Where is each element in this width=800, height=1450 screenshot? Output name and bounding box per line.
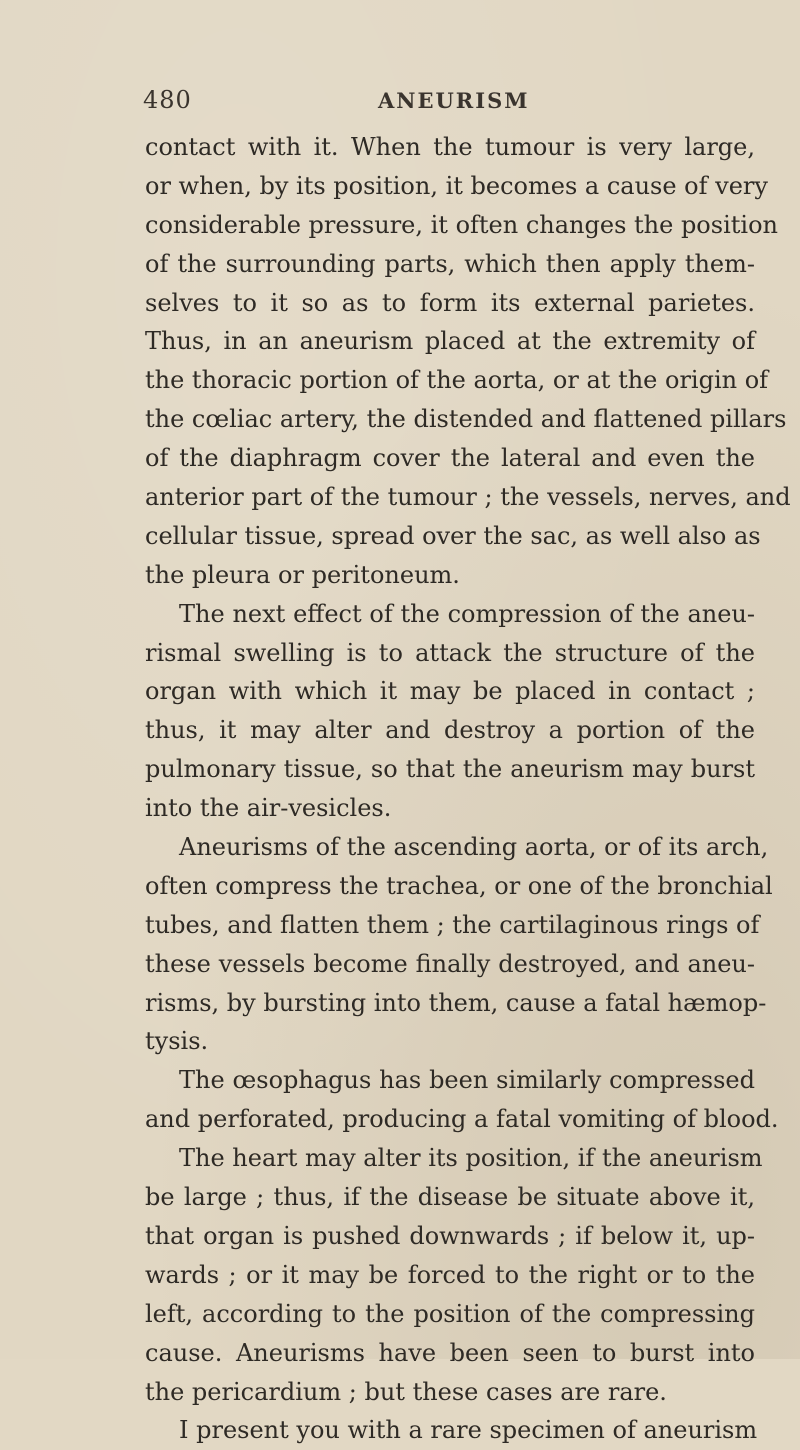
text-line: often compress the trachea, or one of the bronchial [145, 871, 773, 900]
page-number: 480 [143, 86, 192, 114]
text-line: the cœliac artery, the distended and flattened pillars [145, 405, 787, 434]
text-line: the pleura or peritoneum. [145, 560, 460, 589]
text-line: that organ is pushed downwards ; if below it, up- [145, 1221, 755, 1250]
running-title: ANEURISM [378, 88, 530, 113]
text-line: or when, by its position, it becomes a cause of very [145, 171, 768, 200]
text-line: cellular tissue, spread over the sac, as well also as [145, 521, 761, 550]
text-line: the pericardium ; but these cases are rare. [145, 1377, 667, 1406]
text-line: pulmonary tissue, so that the aneurism may burst [145, 755, 755, 784]
text-line: left, according to the position of the compressing [145, 1299, 755, 1328]
text-line: Aneurisms of the ascending aorta, or of its arch, [179, 833, 769, 862]
text-line: cause. Aneurisms have been seen to burst into [145, 1338, 755, 1367]
text-line: risms, by bursting into them, cause a fatal hæmop- [145, 988, 767, 1017]
text-line: The heart may alter its position, if the aneurism [179, 1144, 763, 1173]
text-line: I present you with a rare specimen of aneurism [179, 1416, 758, 1445]
text-line: thus, it may alter and destroy a portion of the [145, 716, 755, 745]
text-line: into the air-vesicles. [145, 794, 392, 823]
text-line: the thoracic portion of the aorta, or at the origin of [145, 366, 769, 395]
body-text [145, 128, 791, 1450]
text-line: tysis. [145, 1027, 209, 1056]
text-line: tubes, and flatten them ; the cartilaginous rings of [145, 910, 760, 939]
text-line: considerable pressure, it often changes the position [145, 210, 778, 239]
text-line: be large ; thus, if the disease be situate above it, [145, 1183, 755, 1212]
text-line: organ with which it may be placed in contact ; [145, 677, 755, 706]
text-line: rismal swelling is to attack the structure of the [145, 638, 755, 667]
text-line: of the surrounding parts, which then apply them- [145, 249, 755, 278]
text-line: and perforated, producing a fatal vomiting of blood. [145, 1105, 779, 1134]
text-line: The œsophagus has been similarly compressed [179, 1066, 755, 1095]
text-line: Thus, in an aneurism placed at the extremity of [145, 327, 755, 356]
text-line: of the diaphragm cover the lateral and even the [145, 444, 755, 473]
text-line: contact with it. When the tumour is very large, [145, 133, 755, 161]
text-line: selves to it so as to form its external parietes. [145, 288, 755, 317]
text-line: these vessels become finally destroyed, and aneu- [145, 949, 755, 978]
text-line: anterior part of the tumour ; the vessels, nerves, and [145, 483, 791, 512]
text-line: The next effect of the compression of the aneu- [179, 599, 755, 628]
running-head [143, 86, 663, 118]
text-line: wards ; or it may be forced to the right or to the [145, 1260, 755, 1289]
